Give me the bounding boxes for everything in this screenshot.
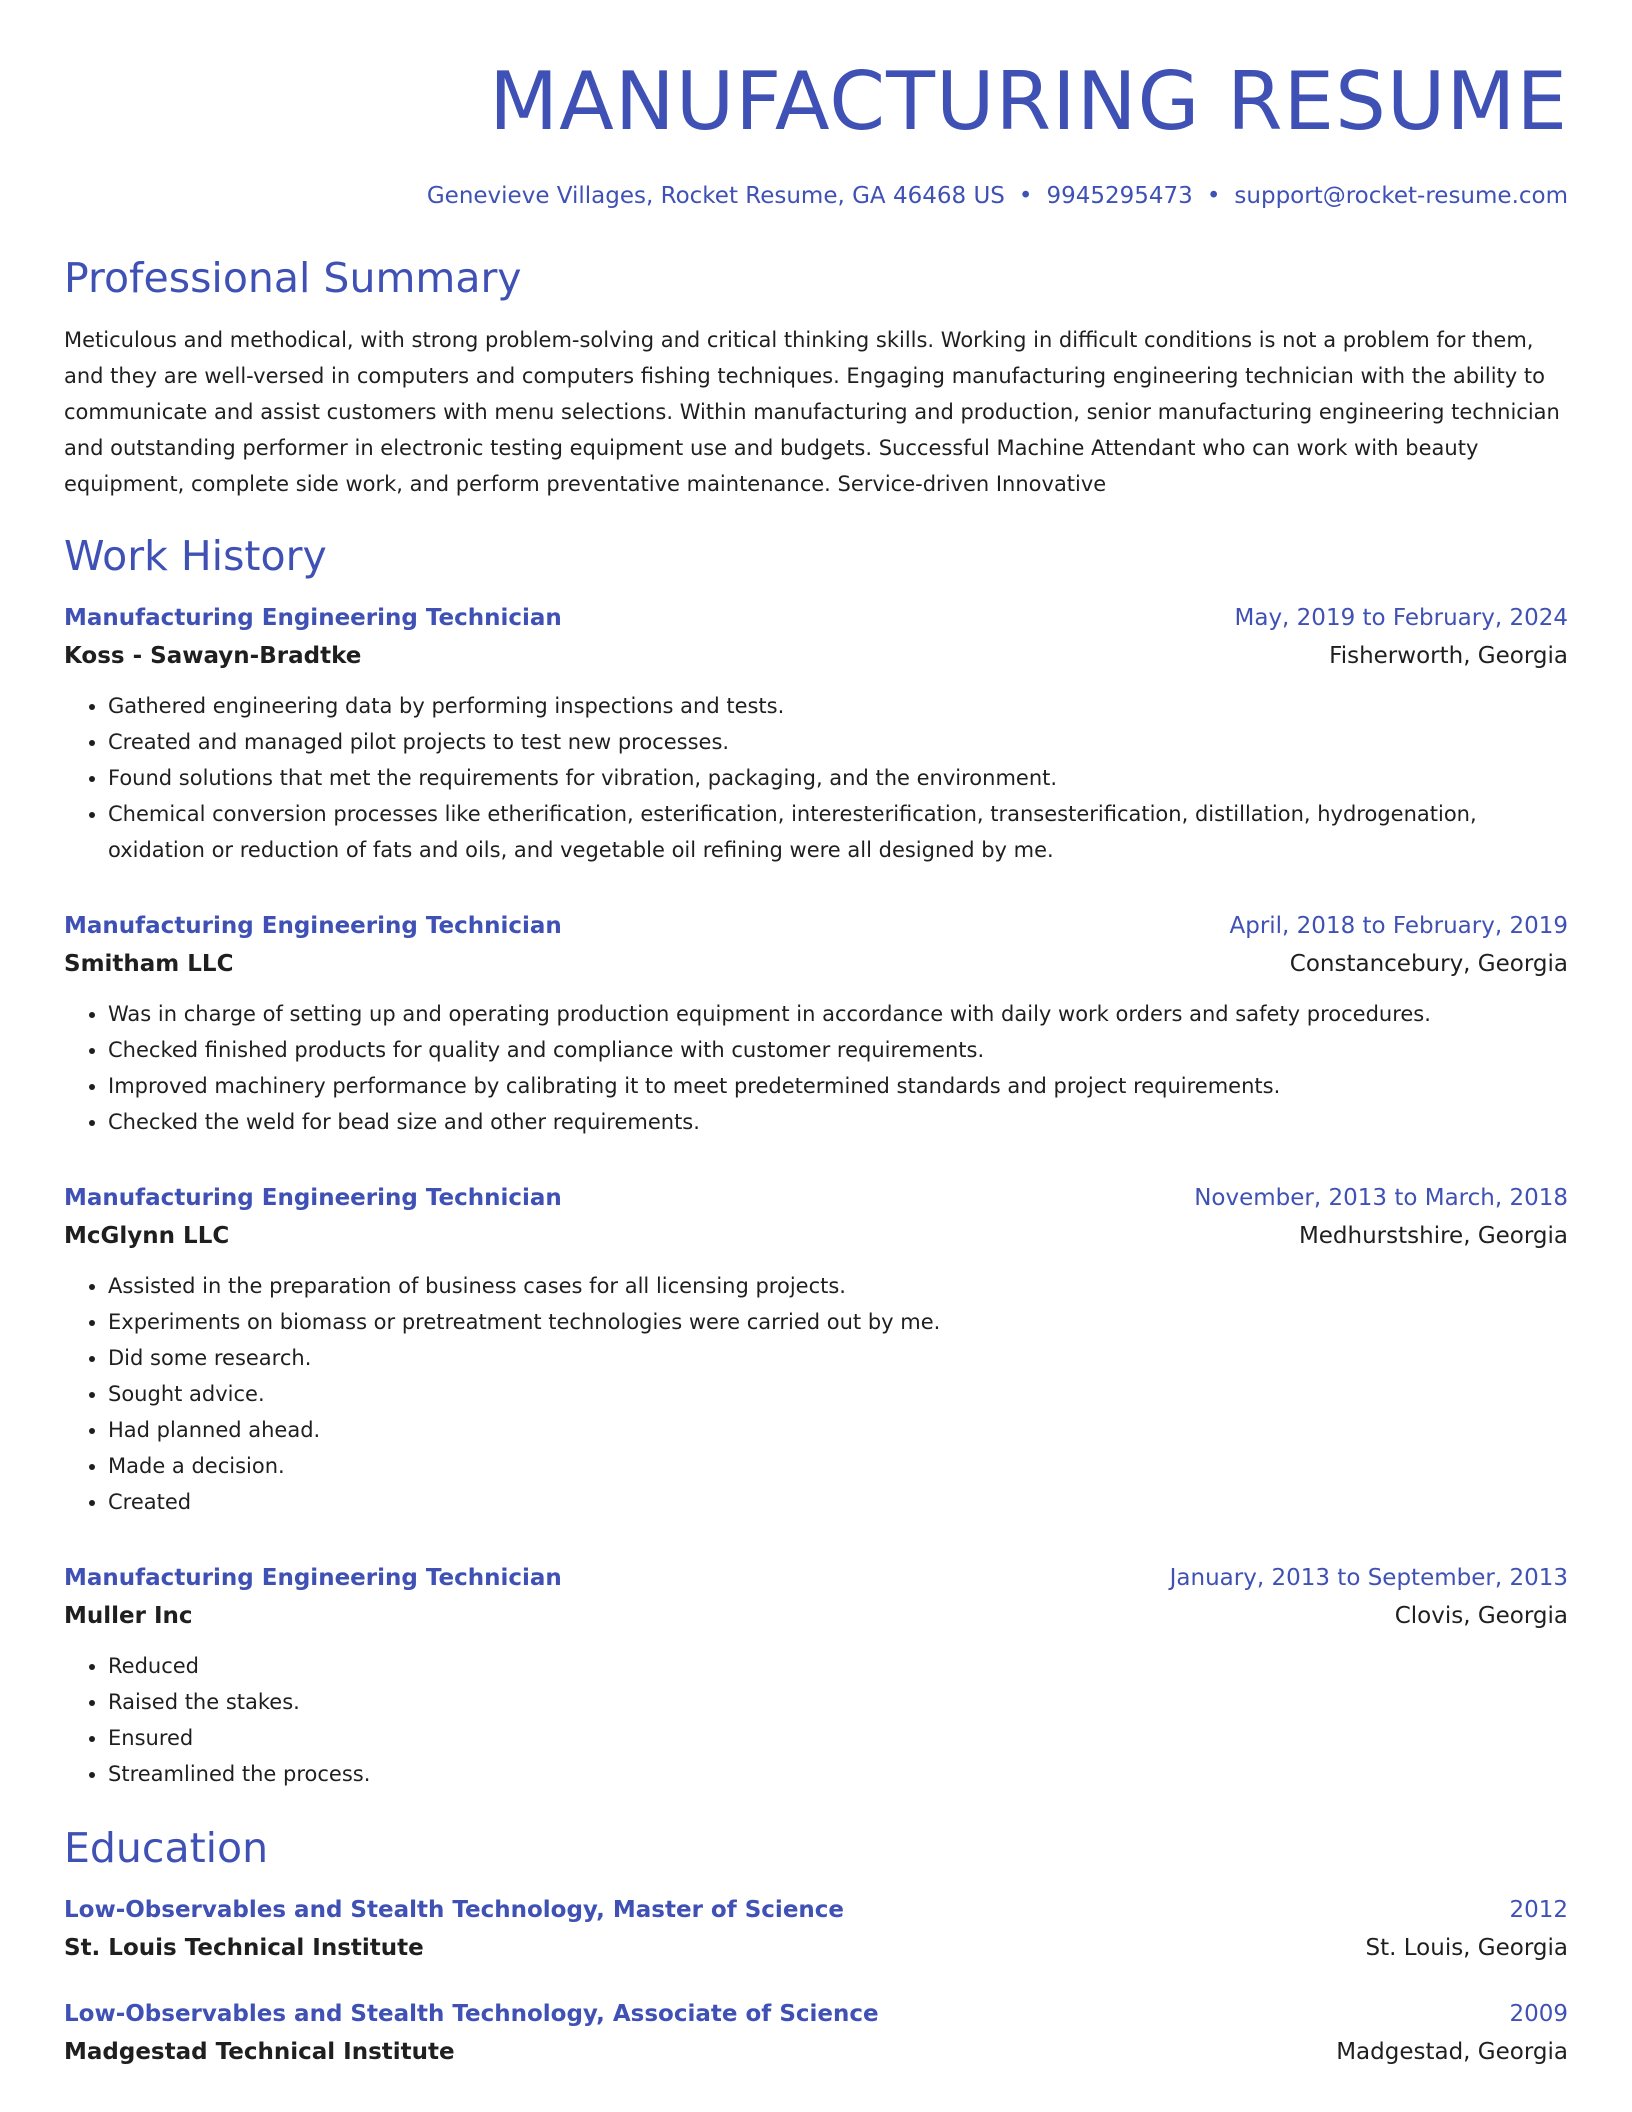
job-bullet: • Raised the stakes.	[108, 1684, 1568, 1720]
job-employer-row	[64, 636, 1568, 676]
contact-phone[interactable]: 9945295473	[1046, 183, 1193, 209]
job-location: Clovis, Georgia	[1394, 1603, 1568, 1629]
job-title: Manufacturing Engineering Technician	[64, 1185, 562, 1211]
education-entry	[64, 1996, 1568, 2072]
job-dates: May, 2019 to February, 2024	[1234, 605, 1568, 631]
work-history-heading: Work History	[64, 532, 327, 580]
education-school: Madgestad Technical Institute	[64, 2039, 455, 2065]
job-bullet: • Gathered engineering data by performing inspections and tests.	[108, 688, 1568, 724]
contact-separator: •	[1206, 183, 1221, 209]
resume-title: MANUFACTURING RESUME	[489, 55, 1568, 148]
job-bullets	[64, 1648, 1568, 1792]
job-title: Manufacturing Engineering Technician	[64, 913, 562, 939]
job-bullet: • Assisted in the preparation of business cases for all licensing projects.	[108, 1268, 1568, 1304]
education-location: Madgestad, Georgia	[1336, 2039, 1568, 2065]
job-bullet: • Found solutions that met the requirements for vibration, packaging, and the environment.	[108, 760, 1568, 796]
education-school-row	[64, 1928, 1568, 1968]
job-header-row	[64, 1560, 1568, 1596]
job-bullet: • Checked the weld for bead size and other requirements.	[108, 1104, 1568, 1140]
education-year: 2012	[1509, 1897, 1568, 1923]
job-bullet: • Did some research.	[108, 1340, 1568, 1376]
job-bullet: • Made a decision.	[108, 1448, 1568, 1484]
education-entry	[64, 1892, 1568, 1968]
job-entry	[64, 1560, 1568, 1792]
job-location: Constancebury, Georgia	[1289, 951, 1568, 977]
job-title: Manufacturing Engineering Technician	[64, 1565, 562, 1591]
job-employer-row	[64, 1596, 1568, 1636]
job-employer: Koss - Sawayn-Bradtke	[64, 643, 362, 669]
job-entry	[64, 908, 1568, 1140]
job-bullet: • Checked finished products for quality and compliance with customer requirements.	[108, 1032, 1568, 1068]
summary-text: Meticulous and methodical, with strong problem-solving and critical thinking skills. Working in difficult conditions is not a problem for them, and they are well-versed in computers and computers fishing techniques. Engaging manufacturing engineering technician with the ability to communicate and assist customers with menu selections. Within manufacturing and production, senior manufacturing engineering technician and outstanding performer in electronic testing equipment use and budgets. Successful Machine Attendant who can work with beauty equipment, complete side work, and perform preventative maintenance. Service-driven Innovative	[64, 328, 1560, 496]
job-entry	[64, 600, 1568, 868]
education-header-row	[64, 1996, 1568, 2032]
job-header-row	[64, 600, 1568, 636]
education-location: St. Louis, Georgia	[1365, 1935, 1568, 1961]
job-employer: McGlynn LLC	[64, 1223, 230, 1249]
job-bullet: • Created and managed pilot projects to test new processes.	[108, 724, 1568, 760]
education-school: St. Louis Technical Institute	[64, 1935, 424, 1961]
job-entry	[64, 1180, 1568, 1520]
job-employer: Smitham LLC	[64, 951, 234, 977]
job-dates: April, 2018 to February, 2019	[1229, 913, 1568, 939]
job-bullet: • Had planned ahead.	[108, 1412, 1568, 1448]
contact-separator: •	[1018, 183, 1033, 209]
contact-line	[64, 180, 1568, 212]
job-employer: Muller Inc	[64, 1603, 193, 1629]
education-school-row	[64, 2032, 1568, 2072]
education-header-row	[64, 1892, 1568, 1928]
job-bullets	[64, 688, 1568, 868]
resume-page	[64, 52, 1568, 2072]
job-bullet: • Was in charge of setting up and operating production equipment in accordance with daily work orders and safety procedures.	[108, 996, 1568, 1032]
job-title: Manufacturing Engineering Technician	[64, 605, 562, 631]
contact-address: Genevieve Villages, Rocket Resume, GA 46468 US	[426, 183, 1005, 209]
job-bullet: • Sought advice.	[108, 1376, 1568, 1412]
job-header-row	[64, 1180, 1568, 1216]
job-bullet: • Streamlined the process.	[108, 1756, 1568, 1792]
education-heading: Education	[64, 1824, 269, 1872]
job-header-row	[64, 908, 1568, 944]
summary-heading: Professional Summary	[64, 254, 522, 302]
job-bullets	[64, 996, 1568, 1140]
job-employer-row	[64, 1216, 1568, 1256]
education-degree: Low-Observables and Stealth Technology, Associate of Science	[64, 2001, 879, 2027]
job-bullet: • Ensured	[108, 1720, 1568, 1756]
job-bullets	[64, 1268, 1568, 1520]
job-dates: November, 2013 to March, 2018	[1194, 1185, 1568, 1211]
contact-email[interactable]: support@rocket-resume.com	[1234, 183, 1568, 209]
job-bullet: • Created	[108, 1484, 1568, 1520]
education-degree: Low-Observables and Stealth Technology, Master of Science	[64, 1897, 845, 1923]
job-location: Fisherworth, Georgia	[1329, 643, 1568, 669]
job-bullet: • Reduced	[108, 1648, 1568, 1684]
job-bullet: • Chemical conversion processes like etherification, esterification, interesterification, transesterification, distillation, hydrogenation, oxidation or reduction of fats and oils, and vegetable oil refining were all designed by me.	[108, 796, 1568, 868]
job-location: Medhurstshire, Georgia	[1298, 1223, 1568, 1249]
job-bullet: • Improved machinery performance by calibrating it to meet predetermined standards and project requirements.	[108, 1068, 1568, 1104]
job-employer-row	[64, 944, 1568, 984]
job-dates: January, 2013 to September, 2013	[1169, 1565, 1568, 1591]
education-year: 2009	[1509, 2001, 1568, 2027]
job-bullet: • Experiments on biomass or pretreatment technologies were carried out by me.	[108, 1304, 1568, 1340]
